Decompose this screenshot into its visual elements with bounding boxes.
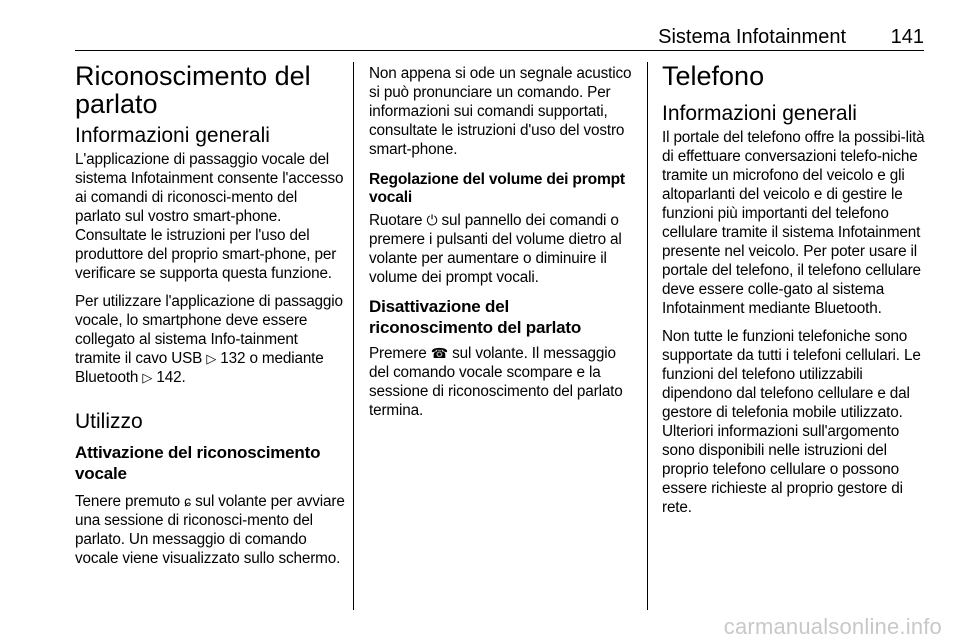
heading-activation: Attivazione del riconoscimento vocale xyxy=(75,443,321,483)
voice-command-icon: ɕ xyxy=(184,493,191,509)
page-header xyxy=(75,26,924,52)
page-reference-arrow-icon: ▷ xyxy=(142,370,153,385)
subsection-title-usage: Utilizzo xyxy=(75,410,143,433)
section-title-phone: Telefono xyxy=(662,61,765,91)
subsection-title-phone-general: Informazioni generali xyxy=(662,102,857,125)
paragraph-deactivation: Premere ☎ sul volante. Il messaggio del comando vocale scompare e la sessione di riconoscimento del parlato termina. xyxy=(369,345,623,419)
header-rule xyxy=(75,50,924,51)
page-reference-arrow-icon: ▷ xyxy=(206,351,217,366)
paragraph-prompt-volume: Ruotare ⏻ sul pannello dei comandi o premere i pulsanti del volume dietro al volante per aumentare o diminuire il volume dei prompt vocali. xyxy=(369,212,622,286)
page-ref-usb[interactable]: 132 xyxy=(220,350,246,367)
paragraph-phone-portal: Il portale del telefono offre la possibi-lità di effettuare conversazioni telefo-niche tramite un microfono del veicolo e gli altoparlanti del veicolo e di gestire le funzioni più importanti del telefono cellulare tramite il sistema Infotainment presente nel veicolo. Per poter usare il portale del telefono, il telefono cellulare deve essere colle-gato al sistema Infotainment mediante Bluetooth. xyxy=(662,129,925,317)
heading-deactivation: Disattivazione del riconoscimento del parlato xyxy=(369,297,582,337)
paragraph-voice-passthrough: L'applicazione di passaggio vocale del sistema Infotainment consente l'accesso ai comandi di riconosci-mento del parlato sul vostro smart-phone. Consultate le istruzioni per l'uso del produttore del proprio smart-phone, per verificare se supporta questa funzione. xyxy=(75,151,344,282)
subsection-title-general-info: Informazioni generali xyxy=(75,124,270,147)
page-ref-bluetooth[interactable]: 142 xyxy=(156,369,182,386)
column-1 xyxy=(75,62,345,577)
column-divider-1 xyxy=(353,62,354,610)
section-title-speech-recognition: Riconoscimento del parlato xyxy=(75,61,311,119)
header-title: Sistema Infotainment xyxy=(658,26,846,48)
paragraph-activation: Tenere premuto ɕ sul volante per avviare una sessione di riconosci-mento del parlato. Un messaggio di comando vocale viene visualizzato sullo schermo. xyxy=(75,493,345,567)
page-number: 141 xyxy=(890,26,924,48)
heading-prompt-volume: Regolazione del volume dei prompt vocali xyxy=(369,171,625,206)
column-3 xyxy=(662,62,928,526)
paragraph-connection: Per utilizzare l'applicazione di passaggio vocale, lo smartphone deve essere collegato al sistema Info-tainment tramite il cavo USB ▷ 132 o mediante Bluetooth ▷ 142. xyxy=(75,293,343,386)
paragraph-after-beep: Non appena si ode un segnale acustico si può pronunciare un comando. Per informazioni sui comandi supportati, consultate le istruzioni d'uso del vostro smart-phone. xyxy=(369,65,632,158)
watermark: carmanualsonline.info xyxy=(723,614,942,639)
paragraph-phone-functions: Non tutte le funzioni telefoniche sono supportate da tutti i telefoni cellulari. Le funzioni del telefono utilizzabili dipendono dal telefono cellulare e dal gestore di telefonia mobile utilizzato. Ulteriori informazioni sull'argomento sono disponibili nelle istruzioni del proprio telefono cellulare o possono essere richieste al proprio gestore di rete. xyxy=(662,328,921,516)
column-2 xyxy=(369,64,637,429)
hang-up-icon: ☎ xyxy=(430,345,449,361)
column-divider-2 xyxy=(647,62,648,610)
power-volume-knob-icon: ⏻ xyxy=(426,212,438,228)
